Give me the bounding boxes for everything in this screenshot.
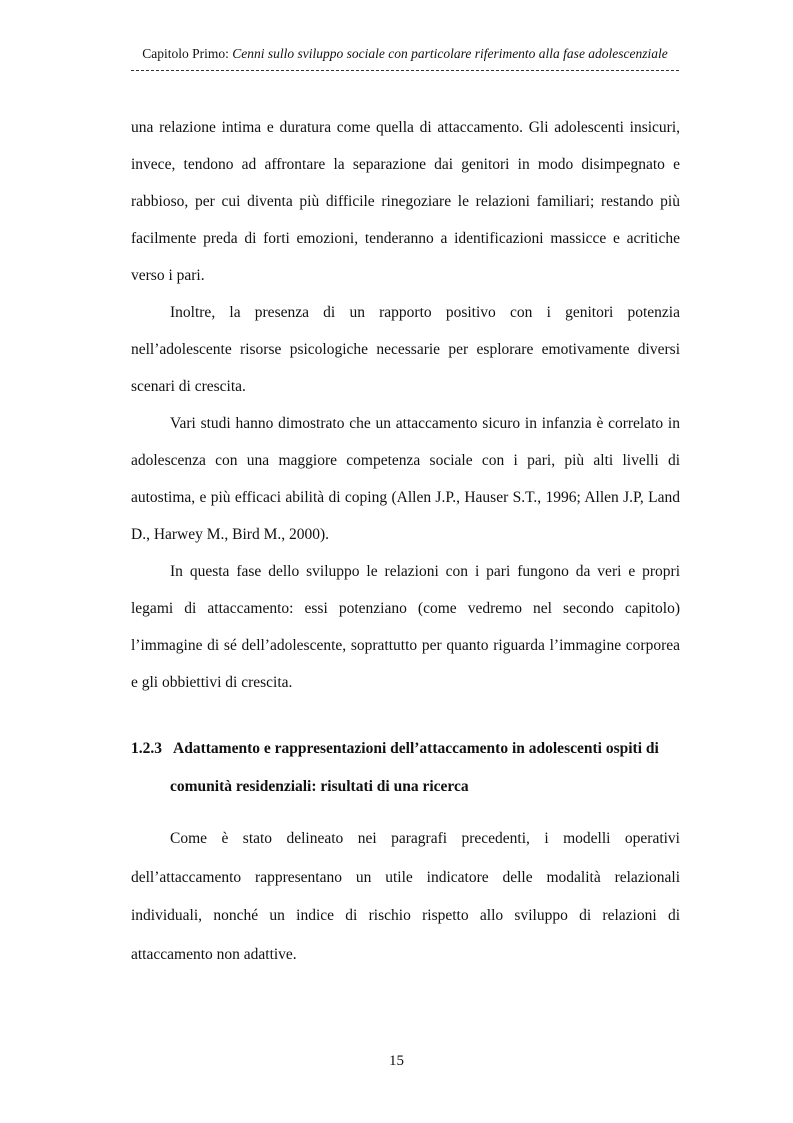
paragraph: Come è stato delineato nei paragrafi precedenti, i modelli operativi dell’attaccamento rappresentano un utile indicatore delle modalità relazionali individuali, nonché un indice di rischio rispetto allo sviluppo di relazioni di attaccamento non adattive.: [131, 830, 680, 963]
header-title: Cenni sullo sviluppo sociale con particolare riferimento alla fase adolescenziale: [232, 46, 668, 61]
paragraph: In questa fase dello sviluppo le relazioni con i pari fungono da veri e propri legami di attaccamento: essi potenziano (come vedremo nel secondo capitolo) l’immagine di sé dell’adolescente, soprattutto per quanto riguarda l’immagine corporea e gli obbiettivi di crescita.: [131, 563, 680, 691]
section-heading: [131, 730, 680, 806]
header-divider: [131, 70, 679, 71]
paragraph: Inoltre, la presenza di un rapporto positivo con i genitori potenzia nell’adolescente risorse psicologiche necessarie per esplorare emotivamente diversi scenari di crescita.: [131, 304, 680, 395]
section-title-line1: Adattamento e rappresentazioni dell’attaccamento in adolescenti ospiti di: [173, 740, 659, 757]
paragraph-continuation: una relazione intima e duratura come quella di attaccamento. Gli adolescenti insicuri, invece, tendono ad affrontare la separazione dai genitori in modo disimpegnato e rabbioso, per cui diventa più difficile rinegoziare le relazioni familiari; restando più facilmente preda di forti emozioni, tenderanno a identificazioni massicce e acritiche verso i pari.: [131, 119, 680, 284]
running-header: [130, 46, 680, 62]
page-number: 15: [389, 1053, 404, 1069]
section-title-line2: comunità residenziali: risultati di una ricerca: [170, 778, 469, 795]
paragraph: Vari studi hanno dimostrato che un attaccamento sicuro in infanzia è correlato in adolescenza con una maggiore competenza sociale con i pari, più alti livelli di autostima, e più efficaci abilità di coping (Allen J.P., Hauser S.T., 1996; Allen J.P, Land D., Harwey M., Bird M., 2000).: [131, 415, 680, 543]
body-text: [131, 109, 680, 701]
section-body: [131, 820, 680, 974]
header-prefix: Capitolo Primo:: [142, 46, 233, 61]
section-number: 1.2.3: [131, 740, 162, 757]
